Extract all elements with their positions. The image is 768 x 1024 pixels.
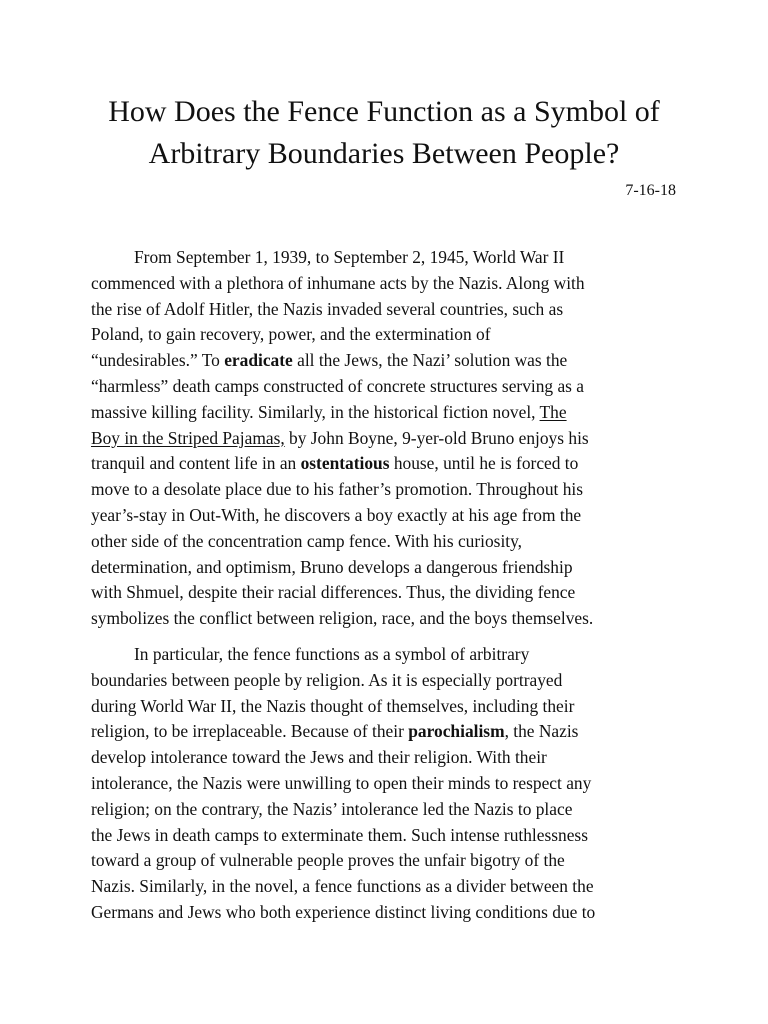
bold-word: parochialism [408, 721, 505, 742]
paragraph-2 [91, 642, 595, 926]
text-line: Germans and Jews who both experience distinct living conditions due to [91, 901, 596, 922]
text-run: by John Boyne, 9-yer-old Bruno enjoys his [284, 427, 589, 448]
text-line [91, 400, 593, 426]
book-title-underlined: Boy in the Striped Pajamas, [91, 427, 285, 448]
essay-date: 7-16-18 [625, 182, 676, 199]
text-line: From September 1, 1939, to September 2, 1945, World War II [134, 247, 565, 267]
bold-word: eradicate [224, 350, 293, 371]
book-title-underlined: The [539, 401, 567, 422]
bold-word: ostentatious [300, 453, 390, 474]
text-line: toward a group of vulnerable people proves the unfair bigotry of the [91, 850, 565, 871]
text-line: In particular, the fence functions as a symbol of arbitrary [134, 644, 530, 664]
text-line: develop intolerance toward the Jews and their religion. With their [91, 747, 547, 768]
text-line: other side of the concentration camp fence. With his curiosity, [91, 530, 523, 551]
text-line: symbolizes the conflict between religion, race, and the boys themselves. [91, 608, 594, 629]
essay-title [60, 91, 708, 175]
text-line: year’s-stay in Out-With, he discovers a boy exactly at his age from the [91, 504, 582, 525]
text-run: massive killing facility. Similarly, in the historical fiction novel, [91, 401, 540, 422]
text-line: intolerance, the Nazis were unwilling to open their minds to respect any [91, 772, 592, 793]
text-line [91, 451, 593, 477]
text-line: Poland, to gain recovery, power, and the extermination of [91, 324, 491, 345]
title-line: Arbitrary Boundaries Between People? [148, 137, 620, 170]
text-run: all the Jews, the Nazi’ solution was the [292, 350, 568, 371]
text-line: “harmless” death camps constructed of concrete structures serving as a [91, 375, 585, 396]
text-line: commenced with a plethora of inhumane acts by the Nazis. Along with [91, 272, 585, 293]
text-line: the rise of Adolf Hitler, the Nazis invaded several countries, such as [91, 298, 564, 319]
title-line: How Does the Fence Function as a Symbol of [108, 95, 660, 128]
text-line [91, 719, 595, 745]
text-line: during World War II, the Nazis thought of themselves, including their [91, 695, 575, 716]
text-line: with Shmuel, despite their racial differences. Thus, the dividing fence [91, 582, 576, 603]
text-run: tranquil and content life in an [91, 453, 301, 474]
text-run: , the Nazis [504, 721, 579, 742]
text-run: “undesirables.” To [91, 350, 225, 371]
text-line: determination, and optimism, Bruno develops a dangerous friendship [91, 556, 573, 577]
text-line: the Jews in death camps to exterminate them. Such intense ruthlessness [91, 824, 588, 845]
text-line [91, 348, 593, 374]
text-line: move to a desolate place due to his father’s promotion. Throughout his [91, 479, 583, 500]
text-line [91, 426, 593, 452]
text-line: Nazis. Similarly, in the novel, a fence functions as a divider between the [91, 876, 594, 897]
paragraph-1 [91, 245, 593, 632]
text-run: religion, to be irreplaceable. Because of their [91, 721, 409, 742]
text-line: religion; on the contrary, the Nazis’ intolerance led the Nazis to place [91, 798, 573, 819]
text-line: boundaries between people by religion. As it is especially portrayed [91, 669, 563, 690]
text-run: house, until he is forced to [389, 453, 579, 474]
